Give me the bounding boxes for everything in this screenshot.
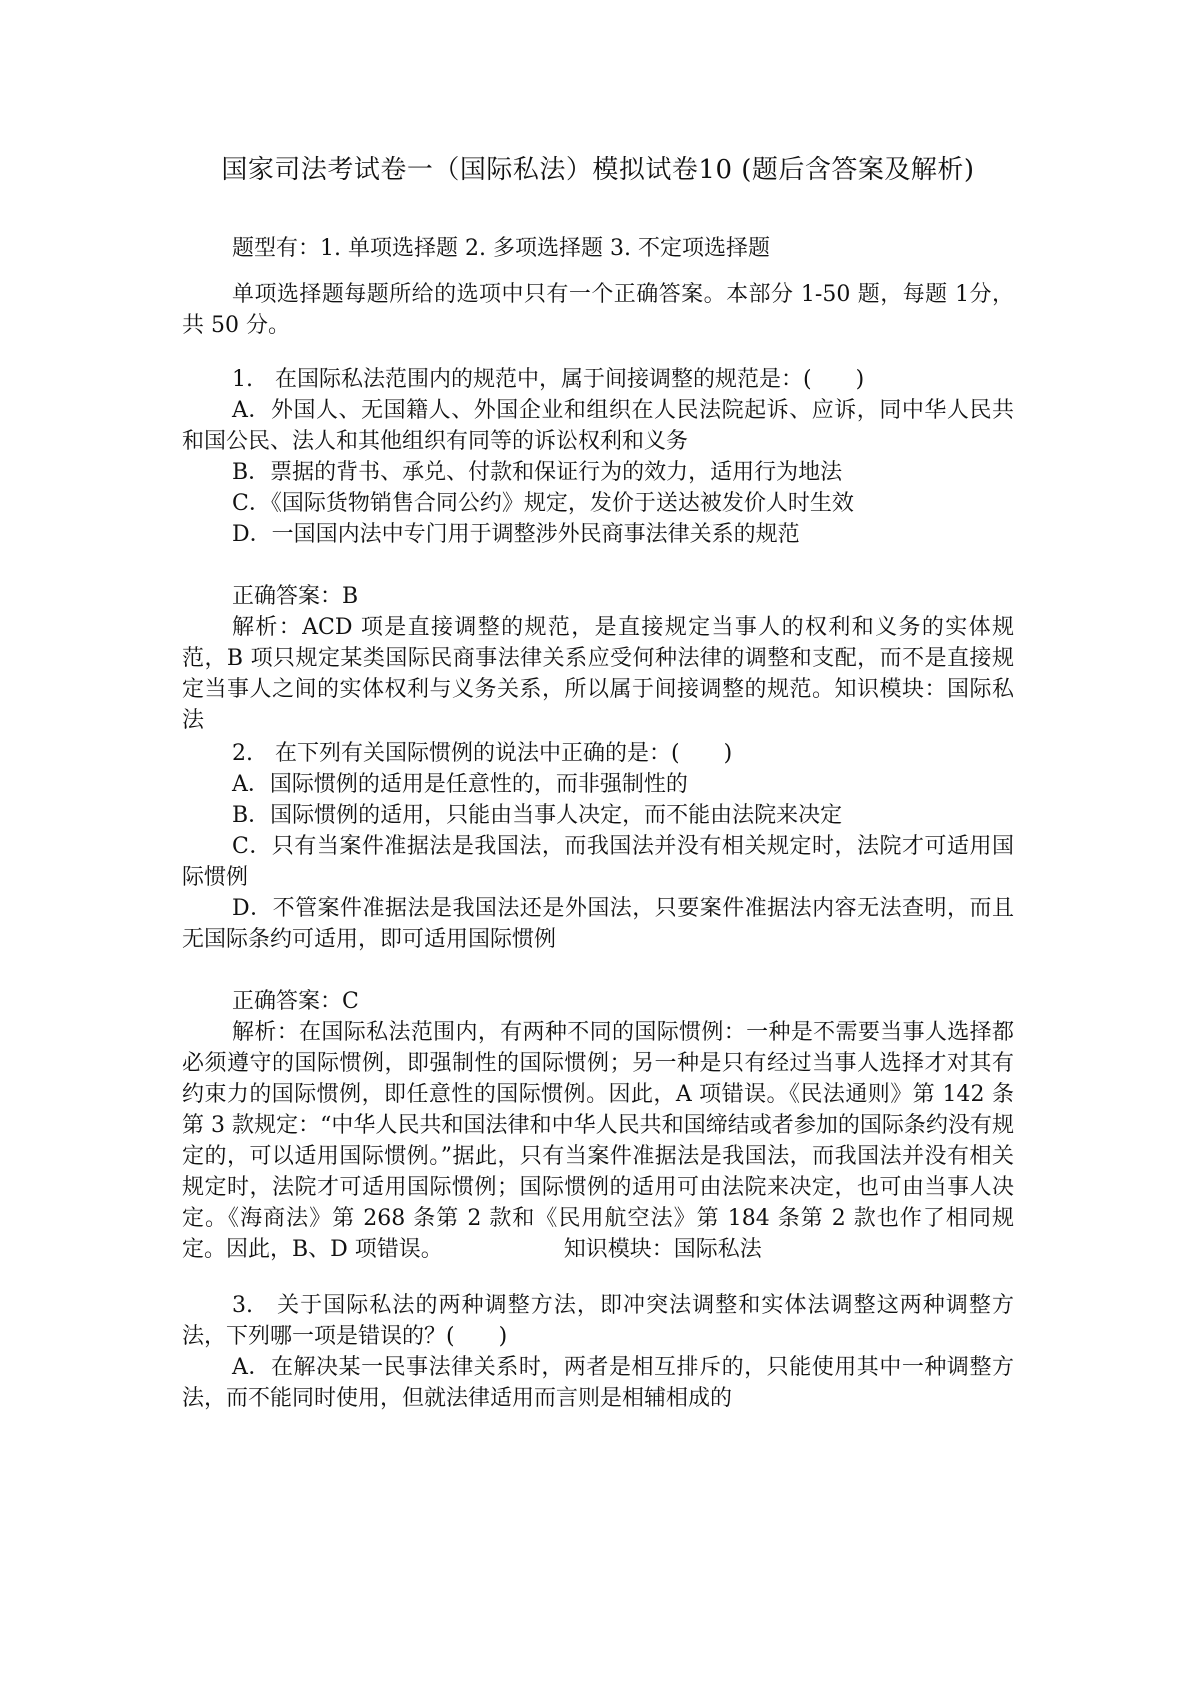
answer-analysis: 解析：在国际私法范围内，有两种不同的国际惯例：一种是不需要当事人选择都必须遵守的国际惯例，即强制性的国际惯例；另一种是只有经过当事人选择才对其有约束力的国际惯例，即任意性的国际惯例。因此，A 项错误。《民法通则》第 142 条第 3 款规定：“中华人民共和国法律和中华人民共和国缔结或者参加的国际条约没有规定的，可以适用国际惯例。”据此，只有当案件准据法是我国法，而我国法并没有相关规定时，法院才可适用国际惯例；国际惯例的适用可由法院来决定，也可由当事人决定。《海商法》第 268 条第 2 款和《民用航空法》第 184 条第 2 款也作了相同规定。因此，B、D 项错误。 知识模块：国际私法 (182, 1020, 1014, 1262)
option-a: A．在解决某一民事法律关系时，两者是相互排斥的，只能使用其中一种调整方法，而不能同时使用，但就法律适用而言则是相辅相成的 (182, 1355, 1014, 1411)
correct-answer: 正确答案：C (232, 989, 359, 1014)
section-intro: 单项选择题每题所给的选项中只有一个正确答案。本部分 1-50 题，每题 1分，共 50 分。 (182, 282, 1014, 338)
question-stem: 1. 在国际私法范围内的规范中，属于间接调整的规范是：( ) (232, 367, 865, 392)
option-b: B．票据的背书、承兑、付款和保证行为的效力，适用行为地法 (232, 460, 843, 485)
question-types: 题型有：1. 单项选择题 2. 多项选择题 3. 不定项选择题 (232, 236, 770, 261)
question-2 (182, 738, 1014, 1265)
option-c: C．《国际货物销售合同公约》规定，发价于送达被发价人时生效 (232, 491, 854, 516)
section-intro-block (182, 279, 1014, 341)
correct-answer: 正确答案：B (232, 584, 359, 609)
option-a: A．外国人、无国籍人、外国企业和组织在人民法院起诉、应诉，同中华人民共和国公民、法人和其他组织有同等的诉讼权利和义务 (182, 398, 1014, 454)
document-title: 国家司法考试卷一（国际私法）模拟试卷10 (题后含答案及解析) (221, 155, 975, 185)
question-3 (182, 1290, 1014, 1414)
question-stem: 2. 在下列有关国际惯例的说法中正确的是：( ) (232, 741, 733, 766)
answer-analysis: 解析：ACD 项是直接调整的规范，是直接规定当事人的权利和义务的实体规范，B 项只规定某类国际民商事法律关系应受何种法律的调整和支配，而不是直接规定当事人之间的实体权利与义务关系，所以属于间接调整的规范。知识模块：国际私法 (182, 615, 1014, 733)
option-b: B．国际惯例的适用，只能由当事人决定，而不能由法院来决定 (232, 803, 843, 828)
question-1 (182, 364, 1014, 736)
option-d: D．一国国内法中专门用于调整涉外民商事法律关系的规范 (232, 522, 800, 547)
option-d: D．不管案件准据法是我国法还是外国法，只要案件准据法内容无法查明，而且无国际条约可适用，即可适用国际惯例 (182, 896, 1014, 952)
option-c: C．只有当案件准据法是我国法，而我国法并没有相关规定时，法院才可适用国际惯例 (182, 834, 1014, 890)
question-stem: 3. 关于国际私法的两种调整方法，即冲突法调整和实体法调整这两种调整方法，下列哪一项是错误的？( ) (182, 1293, 1014, 1349)
option-a: A．国际惯例的适用是任意性的，而非强制性的 (232, 772, 688, 797)
